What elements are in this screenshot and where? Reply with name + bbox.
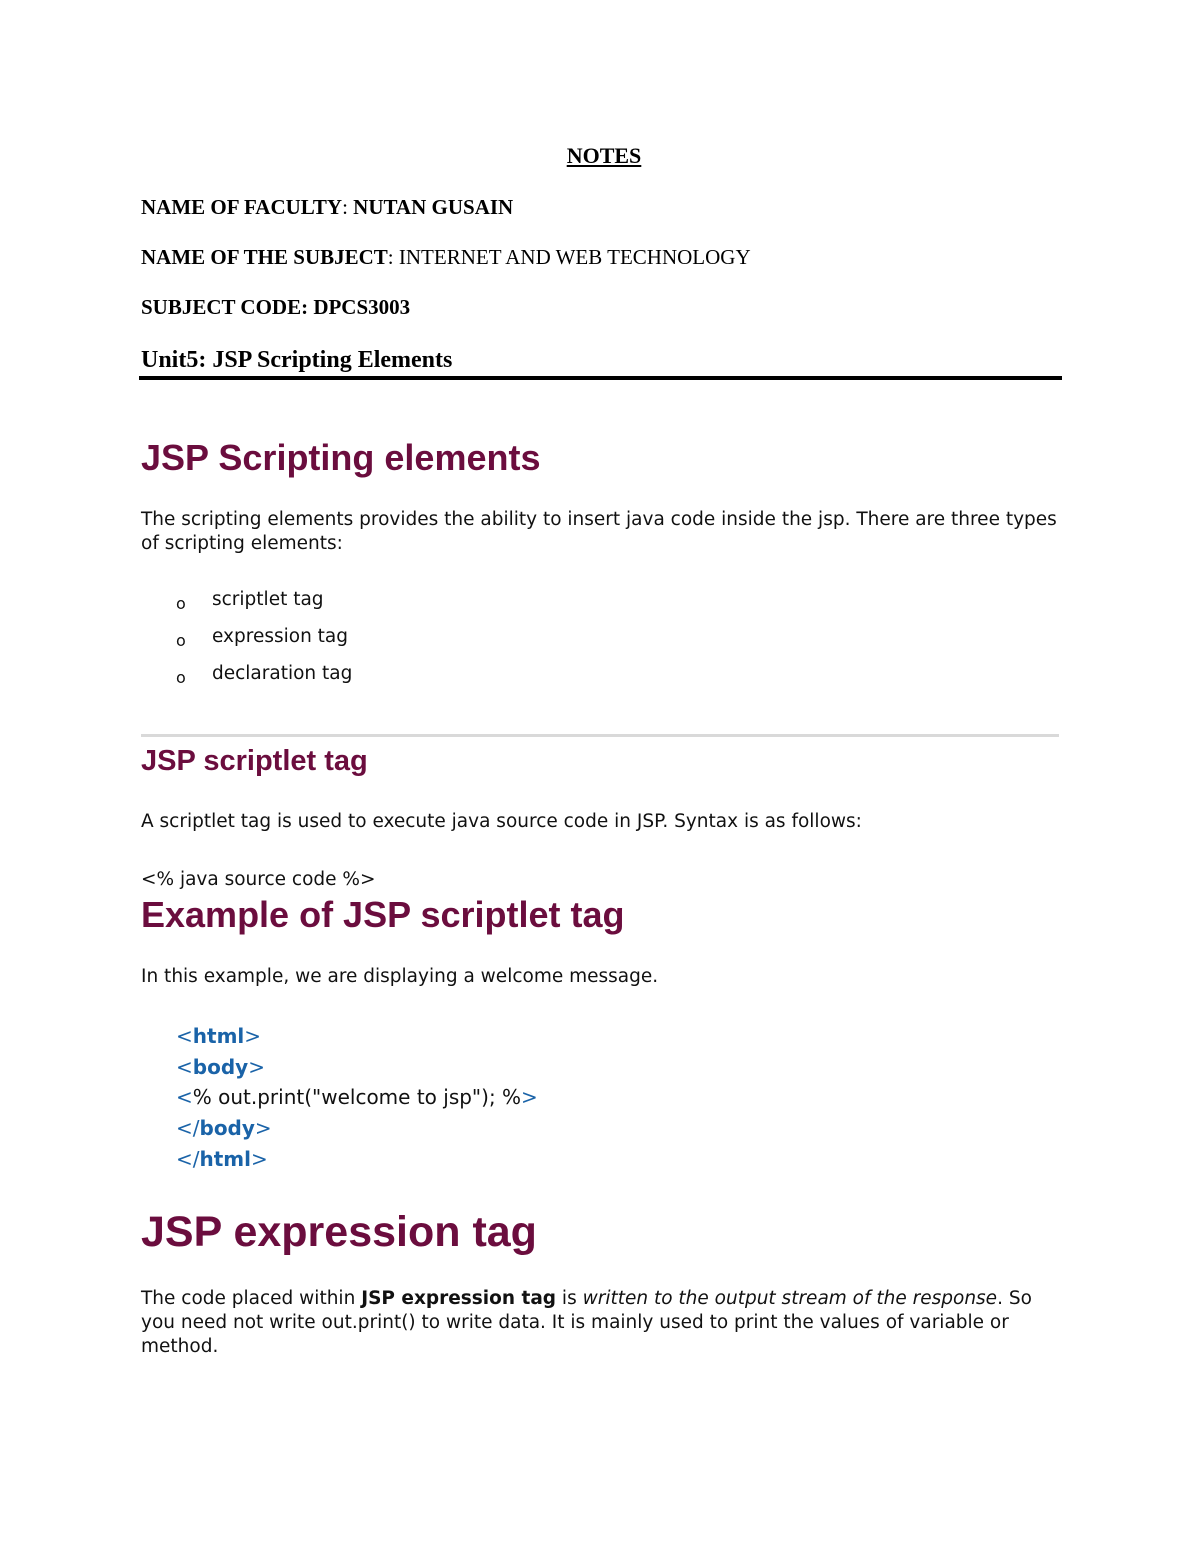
bullet-icon: o — [176, 668, 186, 687]
section-heading-expression-tag: JSP expression tag — [141, 1208, 537, 1256]
section-heading-scriptlet-tag: JSP scriptlet tag — [141, 745, 368, 777]
faculty-label: NAME OF FACULTY — [141, 195, 343, 219]
list-item-scriptlet: scriptlet tag — [212, 589, 324, 610]
section-heading-scripting-elements: JSP Scripting elements — [141, 437, 541, 478]
bullet-icon: o — [176, 594, 186, 613]
faculty-line — [141, 195, 513, 220]
code-line-scriptlet: <% out.print("welcome to jsp"); %> — [176, 1085, 538, 1109]
subject-separator: : — [387, 245, 394, 269]
unit-divider — [139, 376, 1062, 380]
list-item-expression: expression tag — [212, 626, 349, 647]
scriptlet-syntax: <% java source code %> — [141, 869, 376, 890]
section-intro-scriptlet-tag: A scriptlet tag is used to execute java source code in JSP. Syntax is as follows: — [141, 811, 862, 832]
notes-title: NOTES — [566, 143, 642, 168]
faculty-separator: : — [342, 195, 348, 219]
bullet-icon: o — [176, 631, 186, 650]
code-line-body-close: </body> — [176, 1116, 272, 1140]
section-divider — [141, 734, 1059, 737]
code-line-body-open: <body> — [176, 1055, 265, 1079]
subject-line — [141, 245, 751, 270]
section-heading-example: Example of JSP scriptlet tag — [141, 894, 625, 935]
code-line-html-close: </html> — [176, 1147, 268, 1171]
section-intro-scripting-elements: The scripting elements provides the ability to insert java code inside the jsp. There are three types of scripting elements: — [141, 509, 1057, 554]
unit-title: Unit5: JSP Scripting Elements — [141, 347, 453, 373]
code-line-html-open: <html> — [176, 1024, 262, 1048]
section-paragraph-expression-tag: The code placed within JSP expression tag is written to the output stream of the response. So you need not write out.print() to write data. It is mainly used to print the values of variable or method. — [141, 1288, 1032, 1357]
faculty-value: NUTAN GUSAIN — [353, 195, 514, 219]
subject-code: SUBJECT CODE: DPCS3003 — [141, 295, 411, 319]
section-intro-example: In this example, we are displaying a welcome message. — [141, 966, 659, 987]
subject-label: NAME OF THE SUBJECT — [141, 245, 388, 269]
list-item-declaration: declaration tag — [212, 663, 353, 684]
subject-value: INTERNET AND WEB TECHNOLOGY — [398, 245, 751, 269]
